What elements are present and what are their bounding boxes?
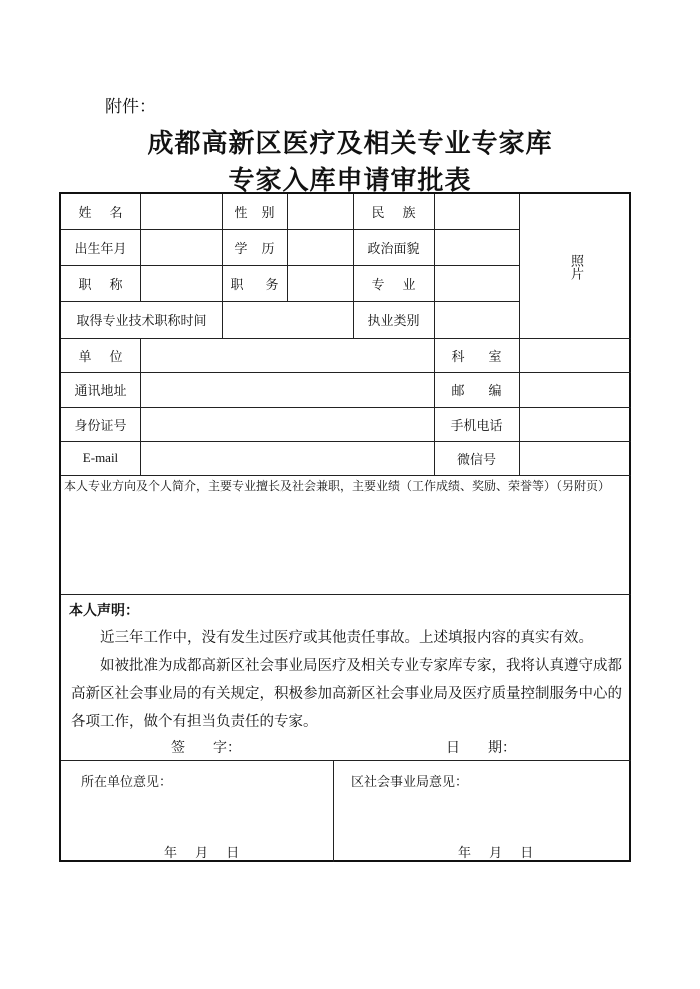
label-id-number: 身份证号: [74, 418, 127, 434]
row-divider: [61, 475, 631, 476]
application-form: [59, 192, 631, 862]
photo-label: 照片: [568, 253, 583, 280]
unit-opinion-label: 所在单位意见：: [81, 775, 173, 790]
label-wechat: 微信号: [456, 452, 496, 468]
label-birth: 出生年月: [74, 241, 127, 257]
sign-label: 签 字：: [171, 740, 241, 756]
col-divider: [140, 194, 141, 301]
label-practice-type: 执业类别: [367, 314, 420, 329]
label-title: 职 称: [78, 277, 123, 293]
date-label: 日 期：: [446, 740, 516, 756]
col-divider: [287, 194, 288, 301]
row-divider: [61, 594, 631, 595]
label-unit: 单 位: [78, 349, 123, 365]
label-gender: 性 别: [234, 206, 275, 221]
label-name: 姓 名: [78, 206, 123, 221]
label-education: 学 历: [234, 241, 275, 257]
label-department: 科 室: [451, 349, 502, 365]
label-title-time: 取得专业技术职称时间: [76, 314, 207, 329]
label-ethnicity: 民 族: [371, 206, 416, 221]
declaration-title: 本人声明：: [69, 603, 139, 619]
form-title-line1: 成都高新区医疗及相关专业专家库: [147, 129, 553, 159]
intro-label: 本人专业方向及个人简介，主要专业擅长及社会兼职，主要业绩（工作成绩、奖励、荣誉等）（另附页）: [64, 479, 611, 493]
label-position: 职 务: [230, 277, 279, 293]
form-title-line2: 专家入库申请审批表: [228, 166, 472, 196]
row-divider: [61, 441, 631, 442]
declaration-para1: 近三年工作中，没有发生过医疗或其他责任事故。上述填报内容的真实有效。: [100, 630, 593, 646]
unit-opinion-date: 年 月 日: [164, 846, 240, 861]
label-postcode: 邮 编: [451, 384, 502, 399]
label-major: 专 业: [371, 277, 416, 293]
label-address: 通讯地址: [74, 384, 127, 399]
col-divider: [333, 760, 334, 862]
declaration-para2: 如被批准为成都高新区社会事业局医疗及相关专业专家库专家，我将认真遵守成都高新区社会事业局的有关规定，积极参加高新区社会事业局及医疗质量控制服务中心的各项工作，做个有担当负责任的专家。: [71, 658, 622, 730]
bureau-opinion-label: 区社会事业局意见：: [351, 775, 469, 790]
row-divider: [61, 372, 631, 373]
label-political: 政治面貌: [367, 241, 420, 257]
col-divider: [140, 338, 141, 475]
label-email: E-mail: [82, 450, 119, 465]
bureau-opinion-date: 年 月 日: [458, 846, 534, 861]
attachment-label: 附件：: [105, 97, 156, 117]
row-divider: [61, 407, 631, 408]
row-divider: [61, 760, 631, 761]
photo-area[interactable]: [519, 194, 631, 339]
label-mobile: 手机电话: [450, 418, 503, 434]
